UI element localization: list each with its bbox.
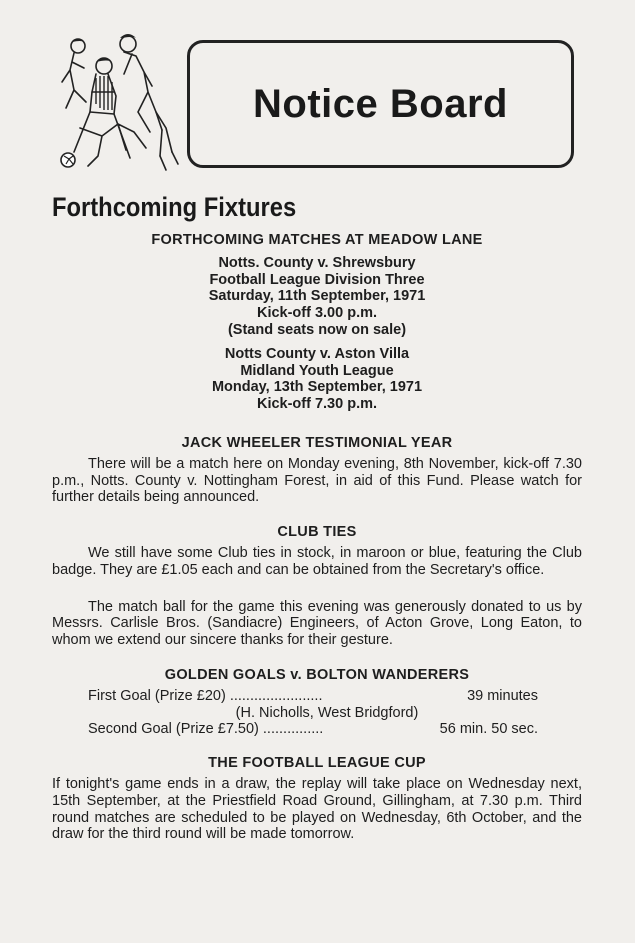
fixtures-header: FORTHCOMING MATCHES AT MEADOW LANE	[151, 232, 483, 248]
league-cup-text: If tonight's game ends in a draw, the replay will take place on Wednesday next, 15th September, at the Priestfield Road Ground, Gillingham, at 7.30 p.m. Third round matches are scheduled to be played on Wednesday, 6th October, and the draw for the third round will be made tomorrow.	[52, 775, 582, 843]
first-goal-time: 39 minutes	[467, 687, 538, 704]
footballers-illustration	[52, 32, 180, 174]
second-goal-label: Second Goal (Prize £7.50) ...............	[88, 721, 324, 738]
first-goal-row	[52, 688, 582, 705]
second-goal-row	[52, 721, 582, 738]
forthcoming-fixtures-heading: Forthcoming Fixtures	[52, 192, 297, 222]
fixture-shrewsbury	[52, 255, 582, 339]
league-cup-title: THE FOOTBALL LEAGUE CUP	[208, 755, 426, 772]
fixture-competition: Midland Youth League	[240, 362, 394, 379]
fixture-kickoff: Kick-off 7.30 p.m.	[256, 396, 378, 413]
first-goal-winner: (H. Nicholls, West Bridgford)	[235, 704, 419, 721]
fixture-teams: Notts County v. Aston Villa	[224, 345, 410, 362]
second-goal-time: 56 min. 50 sec.	[439, 721, 538, 738]
fixture-date: Saturday, 11th September, 1971	[208, 288, 426, 305]
notice-board-title: Notice Board	[253, 81, 508, 126]
fixture-date: Monday, 13th September, 1971	[211, 379, 423, 396]
golden-goals-title: GOLDEN GOALS v. BOLTON WANDERERS	[164, 666, 470, 683]
club-ties-text: We still have some Club ties in stock, in maroon or blue, featuring the Club badge. They are £1.05 each and can be obtained from the Secretary's office.	[52, 544, 582, 578]
fixture-competition: Football League Division Three	[209, 271, 425, 288]
fixture-note: (Stand seats now on sale)	[227, 321, 407, 338]
match-ball-text: The match ball for the game this evening was generously donated to us by Messrs. Carlisle Bros. (Sandiacre) Engineers, of Acton Grove, Long Eaton, to whom we extend our sincere thanks for their gesture.	[52, 598, 582, 649]
fixture-teams: Notts. County v. Shrewsbury	[218, 254, 416, 271]
fixture-kickoff: Kick-off 3.00 p.m.	[256, 305, 378, 322]
notice-content	[52, 232, 582, 843]
notice-board-frame	[187, 40, 574, 168]
testimonial-title: JACK WHEELER TESTIMONIAL YEAR	[181, 434, 453, 451]
fixture-aston-villa	[52, 346, 582, 413]
testimonial-text: There will be a match here on Monday evening, 8th November, kick-off 7.30 p.m., Notts. County v. Nottingham Forest, in aid of this Fund. Please watch for further details being announced.	[52, 455, 582, 506]
first-goal-label: First Goal (Prize £20) .......................	[88, 687, 323, 704]
club-ties-title: CLUB TIES	[277, 524, 357, 541]
